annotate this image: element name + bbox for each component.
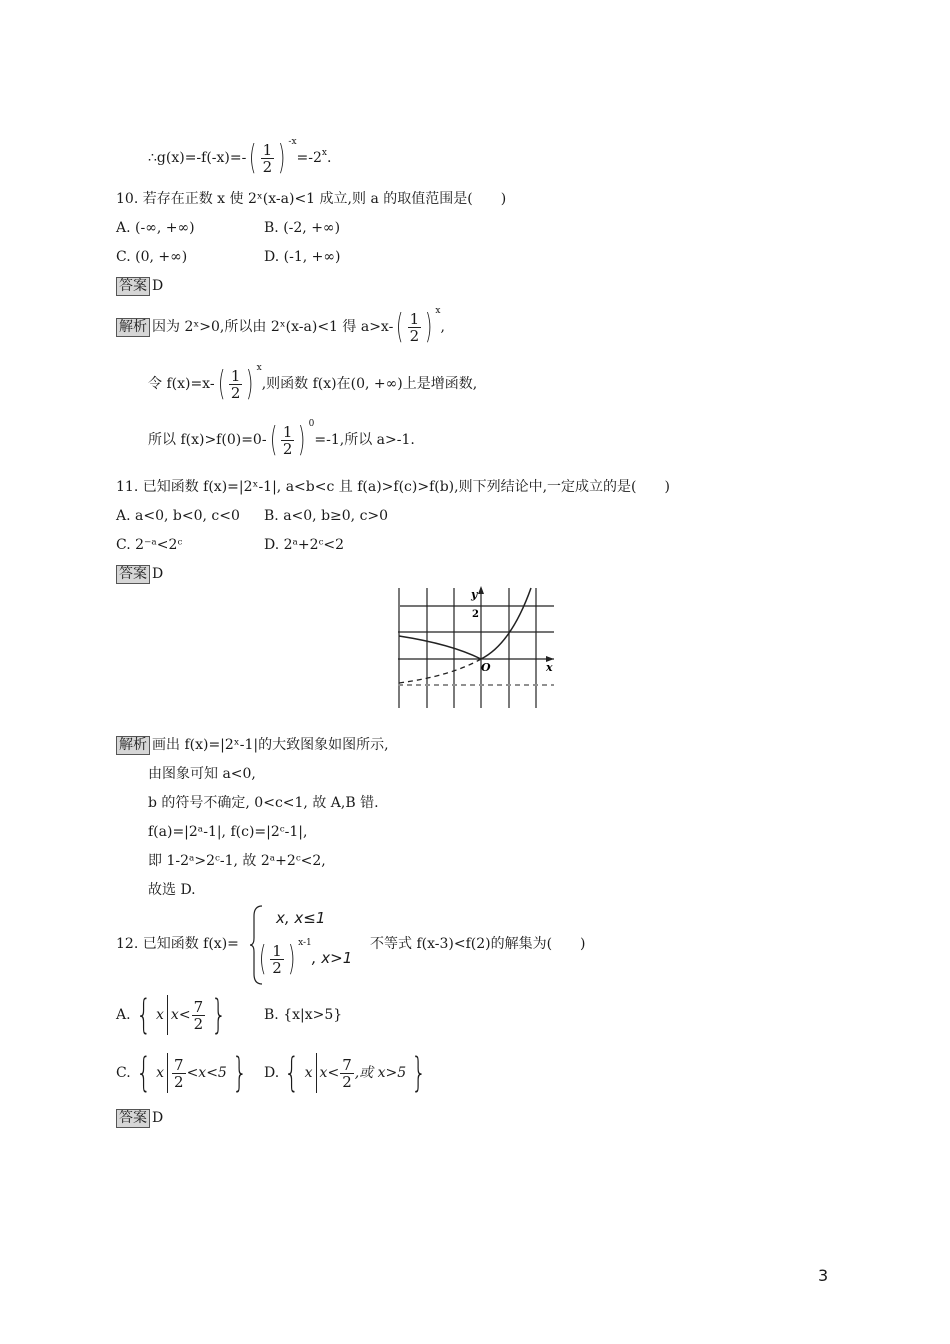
exponent: -x	[288, 137, 297, 147]
q11-analysis-line-3: b 的符号不确定, 0<c<1, 故 A,B 错.	[148, 795, 379, 811]
piecewise-case-1: x, x≤1	[276, 909, 326, 927]
q11-option-b: B. a<0, b≥0, c>0	[264, 508, 389, 524]
q11-stem: 11. 已知函数 f(x)=|2ˣ-1|, a<b<c 且 f(a)>f(c)>f(b),则下列结论中,一定成立的是( )	[116, 479, 670, 495]
answer-value: D	[152, 1110, 164, 1126]
q10-analysis-line-1: 解析 因为 2ˣ>0,所以由 2ˣ(x-a)<1 得 a>x-( $\frac{1}{2}$ ) $^x$,	[116, 307, 445, 347]
page-number: 3	[818, 1266, 829, 1285]
q11-analysis-line-2: 由图象可知 a<0,	[148, 766, 256, 782]
analysis-tag: 解析	[116, 736, 150, 755]
fraction-half: $\frac{1}{2}$	[272, 941, 282, 977]
fraction-half: $\frac{1}{2}$	[409, 309, 420, 345]
function-graph	[396, 584, 556, 710]
grid	[398, 588, 554, 708]
piecewise-case-2: ( $\frac{1}{2}$ ) $^{x-1}$, x>1	[258, 938, 353, 979]
tick-label-2: 2	[472, 609, 479, 620]
q10-stem: 10. 若存在正数 x 使 2ˣ(x-a)<1 成立,则 a 的取值范围是( )	[116, 191, 507, 207]
curve-right	[481, 588, 531, 659]
q12-answer	[116, 1108, 163, 1128]
q10-option-a: A. (-∞, +∞)	[116, 220, 195, 236]
brace-left: {	[284, 1050, 300, 1096]
paren-right: )	[246, 364, 254, 404]
q11-analysis-line-5: 即 1-2ᵃ>2ᶜ-1, 故 2ᵃ+2ᶜ<2,	[148, 853, 326, 869]
paren-left: (	[217, 364, 225, 404]
brace-right: }	[411, 1050, 427, 1096]
origin-label: O	[481, 661, 491, 674]
q12-option-a: A. { x x< $\frac{7}{2}$ }	[116, 992, 227, 1038]
q10-option-b: B. (-2, +∞)	[264, 220, 341, 236]
q11-option-d: D. 2ᵃ+2ᶜ<2	[264, 537, 345, 553]
q10-analysis-line-2: 令 f(x)=x-( $\frac{1}{2}$ ) $^x$,则函数 f(x)在(0, +∞)上是增函数,	[148, 363, 478, 404]
brace-left: {	[135, 1050, 152, 1096]
brace-right: }	[231, 1050, 248, 1096]
answer-tag: 答案	[116, 565, 150, 584]
q11-option-c: C. 2⁻ᵃ<2ᶜ	[116, 537, 183, 553]
fraction-seven-halves: $\frac{7}{2}$	[174, 1055, 184, 1091]
q12-option-d: D. { x x< $\frac{7}{2}$ ,或 x>5 }	[264, 1050, 427, 1096]
set-bar	[316, 1053, 317, 1093]
q10-answer	[116, 276, 163, 296]
fraction-half: $\frac{1}{2}$	[230, 366, 241, 402]
q12-stem: 12. 已知函数 f(x)= x, x≤1 ( $\frac{1}{2}$ ) $^{x-1}$, x>1 不等式 f(x-3)<f(2)的解集为( )	[116, 904, 756, 986]
curve-left	[399, 636, 481, 659]
q10-option-d: D. (-1, +∞)	[264, 249, 341, 265]
curve-dashed	[399, 659, 481, 683]
paren-left: (	[258, 939, 267, 979]
answer-value: D	[152, 566, 164, 582]
q10-option-c: C. (0, +∞)	[116, 249, 188, 265]
answer-tag: 答案	[116, 1109, 150, 1128]
fraction-seven-halves: $\frac{7}{2}$	[342, 1055, 352, 1091]
answer-tag: 答案	[116, 277, 150, 296]
paren-right: )	[425, 307, 433, 347]
answer-value: D	[152, 278, 164, 294]
formula-prefix: ∴g(x)=-f(-x)=-	[148, 150, 247, 166]
q12-option-b: B. {x|x>5}	[264, 1007, 343, 1023]
brace-right: }	[211, 992, 227, 1038]
fraction-seven-halves: $\frac{7}{2}$	[193, 997, 204, 1033]
set-bar	[167, 1053, 168, 1093]
paren-right: )	[298, 420, 306, 460]
q11-analysis-line-6: 故选 D.	[148, 882, 196, 898]
brace-left: {	[135, 992, 151, 1038]
fraction-half: $\frac{1}{2}$	[282, 422, 293, 458]
top-formula: ∴g(x)=-f(-x)=-( $\frac{1}{2}$ ) $^{-x}=-2^x$.	[148, 137, 332, 178]
q11-answer	[116, 564, 163, 584]
q12-option-c: C. { x $\frac{7}{2}$ <x<5 }	[116, 1050, 248, 1096]
fraction-half: $\frac{1}{2}$	[262, 140, 273, 176]
y-axis-label: y	[471, 588, 478, 601]
paren-right: )	[287, 939, 296, 979]
paren-left: (	[249, 138, 257, 178]
x-axis-label: x	[546, 661, 553, 674]
analysis-tag: 解析	[116, 318, 150, 337]
paren-right: )	[278, 138, 286, 178]
paren-left: (	[269, 420, 277, 460]
y-axis-arrow	[478, 586, 484, 594]
q11-analysis-line-4: f(a)=|2ᵃ-1|, f(c)=|2ᶜ-1|,	[148, 824, 308, 840]
q11-analysis-line-1: 解析 画出 f(x)=|2ˣ-1|的大致图象如图所示,	[116, 735, 389, 755]
set-bar	[167, 995, 168, 1035]
paren-left: (	[396, 307, 404, 347]
q11-option-a: A. a<0, b<0, c<0	[116, 508, 240, 524]
q10-analysis-line-3: 所以 f(x)>f(0)=0-( $\frac{1}{2}$ ) $^0$=-1,所以 a>-1.	[148, 419, 415, 460]
